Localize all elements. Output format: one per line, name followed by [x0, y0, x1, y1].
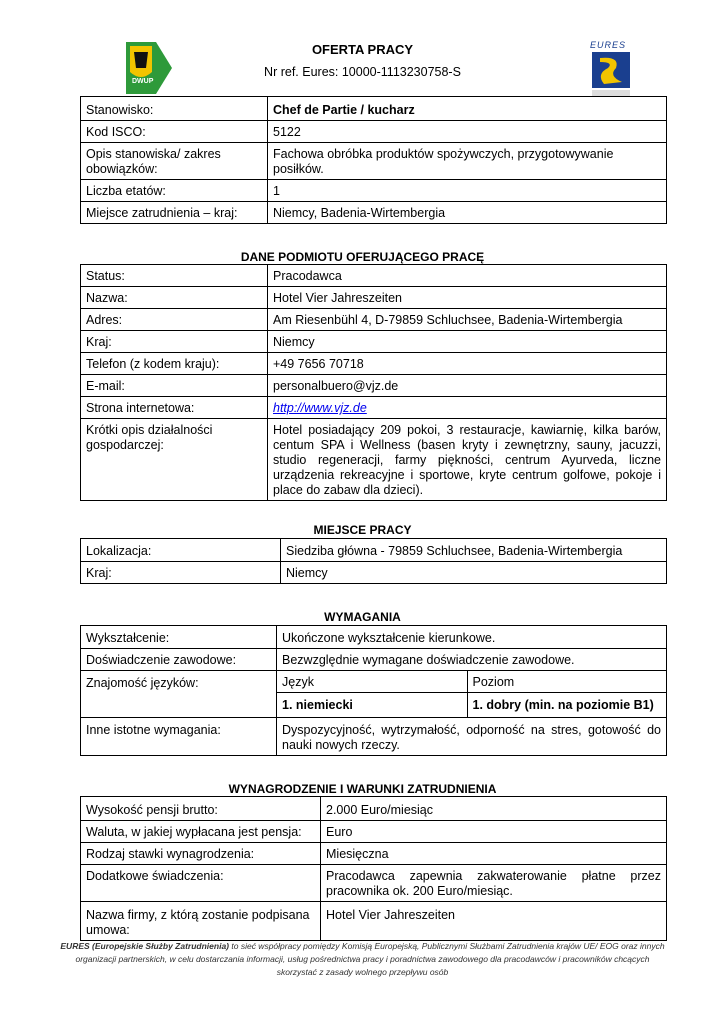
footer-note [60, 940, 665, 979]
table-row [81, 843, 667, 865]
table-row [81, 717, 667, 755]
languages-cell [277, 671, 667, 718]
language-value: 1. niemiecki [277, 693, 467, 717]
employer-heading: DANE PODMIOTU OFERUJĄCEGO PRACĘ [240, 250, 485, 264]
table-row [81, 797, 667, 821]
row-label: Liczba etatów: [81, 180, 268, 202]
row-value: +49 7656 70718 [268, 353, 667, 375]
row-label: E-mail: [81, 375, 268, 397]
table-row [81, 865, 667, 902]
row-value: Siedziba główna - 79859 Schluchsee, Badenia-Wirtembergia [281, 539, 667, 562]
table-row [81, 419, 667, 501]
dwup-logo-text: DWUP [132, 78, 154, 85]
row-value: Miesięczna [321, 843, 667, 865]
row-label: Adres: [81, 309, 268, 331]
row-value: Pracodawca zapewnia zakwaterowanie płatne przez pracownika ok. 200 Euro/miesiąc. [321, 865, 667, 902]
level-value: 1. dobry (min. na poziomie B1) [467, 693, 667, 717]
table-row [277, 671, 667, 693]
workplace-heading: MIEJSCE PRACY [313, 523, 412, 537]
level-column-header: Poziom [467, 671, 667, 693]
position-table [80, 96, 667, 224]
row-label: Doświadczenie zawodowe: [81, 649, 277, 671]
table-row [81, 287, 667, 309]
table-row [81, 309, 667, 331]
requirements-table [80, 625, 667, 756]
row-value: Niemcy, Badenia-Wirtembergia [268, 202, 667, 224]
table-row [81, 143, 667, 180]
employer-table [80, 264, 667, 501]
row-label: Opis stanowiska/ zakres obowiązków: [81, 143, 268, 180]
row-value [268, 397, 667, 419]
row-value: Pracodawca [268, 265, 667, 287]
row-label: Znajomość języków: [81, 671, 277, 718]
row-value: Ukończone wykształcenie kierunkowe. [277, 626, 667, 649]
row-value: Hotel posiadający 209 pokoi, 3 restauracje, kawiarnię, kilka barów, centum SPA i Wellness (basen kryty i zewnętrzny, sauny, jacuzzi, studio regeneracji, farmy piękności, centrum Ayurveda, liczne urządzenia rekreacyjne i sportowe, kryte centrum golfowe, pokoje i place do zabaw dla dzieci). [268, 419, 667, 501]
table-row [81, 180, 667, 202]
row-label: Inne istotne wymagania: [81, 717, 277, 755]
row-value: Euro [321, 821, 667, 843]
row-value: Hotel Vier Jahreszeiten [268, 287, 667, 309]
row-label: Strona internetowa: [81, 397, 268, 419]
table-row [277, 693, 667, 717]
row-label: Wykształcenie: [81, 626, 277, 649]
table-row [81, 902, 667, 941]
table-row [81, 202, 667, 224]
row-label: Waluta, w jakiej wypłacana jest pensja: [81, 821, 321, 843]
salary-heading: WYNAGRODZENIE I WARUNKI ZATRUDNIENIA [228, 782, 497, 796]
requirements-heading: WYMAGANIA [324, 610, 401, 624]
table-row [81, 671, 667, 718]
languages-table [277, 671, 667, 717]
table-row [81, 97, 667, 121]
row-label: Kod ISCO: [81, 121, 268, 143]
row-value: Hotel Vier Jahreszeiten [321, 902, 667, 941]
eures-logo-text: EURES [590, 40, 627, 50]
table-row [81, 539, 667, 562]
row-label: Telefon (z kodem kraju): [81, 353, 268, 375]
salary-table [80, 796, 667, 941]
row-value: personalbuero@vjz.de [268, 375, 667, 397]
row-label: Dodatkowe świadczenia: [81, 865, 321, 902]
reference-number: Nr ref. Eures: 10000-1113230758-S [264, 65, 461, 79]
table-row [81, 353, 667, 375]
row-value: Dyspozycyjność, wytrzymałość, odporność na stres, gotowość do nauki nowych rzeczy. [277, 717, 667, 755]
row-label: Miejsce zatrudnienia – kraj: [81, 202, 268, 224]
row-value: 1 [268, 180, 667, 202]
table-row [81, 821, 667, 843]
table-row [81, 562, 667, 584]
table-row [81, 375, 667, 397]
row-label: Nazwa firmy, z którą zostanie podpisana umowa: [81, 902, 321, 941]
row-value: Fachowa obróbka produktów spożywczych, przygotowywanie posiłków. [268, 143, 667, 180]
row-label: Krótki opis działalności gospodarczej: [81, 419, 268, 501]
page-title: OFERTA PRACY [311, 42, 414, 57]
table-row [81, 265, 667, 287]
row-label: Rodzaj stawki wynagrodzenia: [81, 843, 321, 865]
row-label: Kraj: [81, 331, 268, 353]
language-column-header: Język [277, 671, 467, 693]
row-value: Niemcy [268, 331, 667, 353]
row-value: 2.000 Euro/miesiąc [321, 797, 667, 821]
row-label: Status: [81, 265, 268, 287]
table-row [81, 649, 667, 671]
row-label: Lokalizacja: [81, 539, 281, 562]
row-value: Am Riesenbühl 4, D-79859 Schluchsee, Badenia-Wirtembergia [268, 309, 667, 331]
row-value: Chef de Partie / kucharz [268, 97, 667, 121]
table-row [81, 121, 667, 143]
footer-bold: EURES (Europejskie Służby Zatrudnienia) [60, 941, 230, 951]
table-row [81, 397, 667, 419]
row-label: Kraj: [81, 562, 281, 584]
table-row [81, 331, 667, 353]
row-value: 5122 [268, 121, 667, 143]
table-row [81, 626, 667, 649]
footer-text: to sieć współpracy pomiędzy Komisją Europejską, Publicznymi Służbami Zatrudnienia krajów UE/ EOG oraz innych organizacji partnerskich, w celu dostarczania informacji, usług pośrednictwa pracy i poradnictwa zawodowego dla pracodawców i pracowników chcących skorzystać z zasady wolnego przepływu osób [75, 941, 665, 977]
workplace-table [80, 538, 667, 584]
row-label: Wysokość pensji brutto: [81, 797, 321, 821]
row-value: Niemcy [281, 562, 667, 584]
row-label: Stanowisko: [81, 97, 268, 121]
row-value: Bezwzględnie wymagane doświadczenie zawodowe. [277, 649, 667, 671]
website-link[interactable]: http://www.vjz.de [273, 401, 367, 415]
row-label: Nazwa: [81, 287, 268, 309]
